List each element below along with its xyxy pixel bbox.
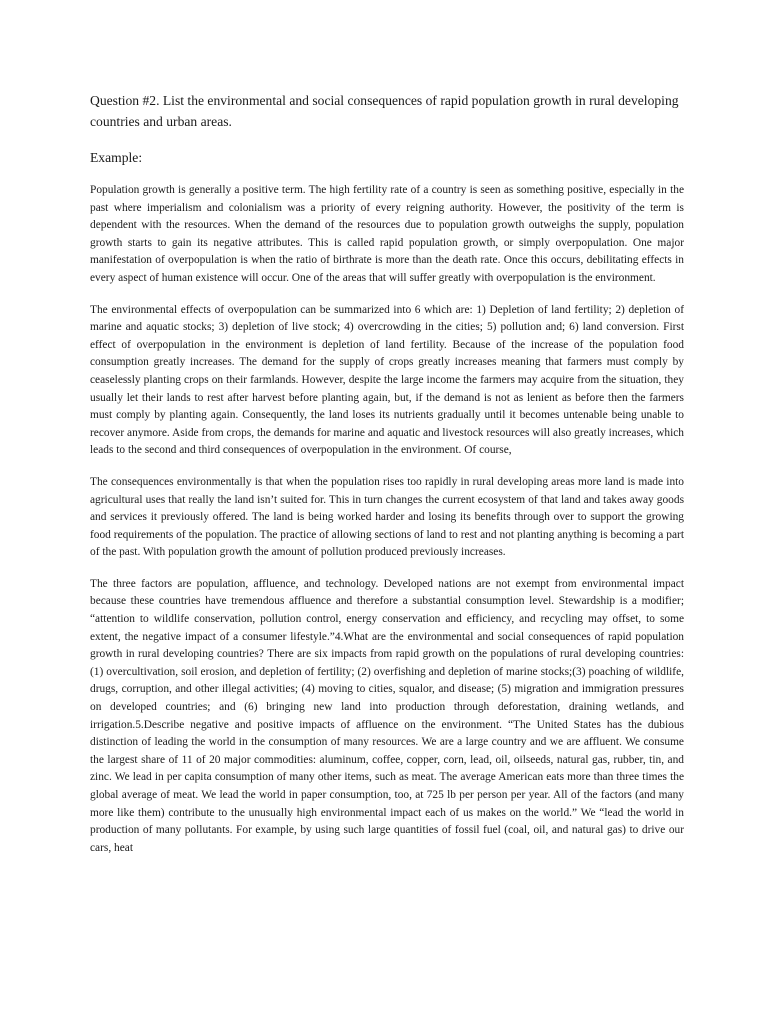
document-page xyxy=(90,90,684,1024)
question-heading: Question #2. List the environmental and social consequences of rapid population growth in rural developing countries and urban areas. xyxy=(90,93,679,129)
paragraph-consequences: The consequences environmentally is that when the population rises too rapidly in rural developing areas more land is made into agricultural uses that really the land isn’t suited for. This in turn changes the current ecosystem of that land and takes away goods and services it previously offered. The land is being worked harder and losing its benefits through over to support the growing food requirements of the population. The practice of allowing sections of land to rest and not planting anything is becoming a part of the past. With population growth the amount of pollution produced previously increases. xyxy=(90,475,684,559)
paragraph-three-factors: The three factors are population, affluence, and technology. Developed nations are not exempt from environmental impact because these countries have tremendous affluence and therefore a substantial consumption level. Stewardship is a modifier; “attention to wildlife conservation, pollution control, energy conservation and efficiency, and recycling may offset, to some extent, the negative impact of a consumer lifestyle.”4.What are the environmental and social consequences of rapid population growth in rural developing countries? There are six impacts from rapid growth on the populations of rural developing countries: (1) overcultivation, soil erosion, and depletion of fertility; (2) overfishing and depletion of marine stocks;(3) poaching of wildlife, drugs, corruption, and other illegal activities; (4) moving to cities, squalor, and disease; (5) migration and immigration pressures on developed countries; and (6) bringing new land into production through deforestation, draining wetlands, and irrigation.5.Describe negative and positive impacts of affluence on the environment. “The United States has the dubious distinction of leading the world in the consumption of many resources. We are a large country and we are affluent. We consume the largest share of 11 of 20 major commodities: aluminum, coffee, copper, corn, lead, oil, oilseeds, natural gas, rubber, tin, and zinc. We lead in per capita consumption of many other items, such as meat. The average American eats more than three times the global average of meat. We lead the world in paper consumption, too, at 725 lb per person per year. All of the factors (and many more like them) contribute to the unusually high environmental impact each of us makes on the world.” We “lead the world in production of many pollutants. For example, by using such large quantities of fossil fuel (coal, oil, and natural gas) to drive our cars, heat xyxy=(90,577,684,854)
paragraph-intro: Population growth is generally a positive term. The high fertility rate of a country is seen as something positive, especially in the past where imperialism and colonialism was a priority of every reigning authority. However, the positivity of the term is dependent with the resources. When the demand of the resources due to population growth outweighs the supply, population growth starts to gain its negative attributes. This is called rapid population growth, or simply overpopulation. One major manifestation of overpopulation is when the ratio of birthrate is more than the death rate. Once this occurs, debilitating effects in every aspect of human existence will occur. One of the areas that will suffer greatly with overpopulation is the environment. xyxy=(90,184,684,284)
example-label: Example: xyxy=(90,150,143,165)
paragraph-environmental-effects: The environmental effects of overpopulation can be summarized into 6 which are: 1) Depletion of land fertility; 2) depletion of marine and aquatic stocks; 3) depletion of live stock; 4) overcrowding in the cities; 5) pollution and; 6) land conversion. First effect of overpopulation in the environment is depletion of land fertility. Because of the increase of the population food consumption greatly increases. The demand for the supply of crops greatly increases meaning that farmers must comply by ceaselessly planting crops on their farmlands. However, despite the large income the farmers may acquire from the situation, they usually let their lands to rest after harvest before planting again, but, if the demand is not as lenient as before then the farmers must comply by planting again. Consequently, the land loses its nutrients gradually until it becomes untenable being unable to recover anymore. Aside from crops, the demands for marine and aquatic and livestock resources will also greatly increases, which leads to the second and third consequences of overpopulation in the environment. Of course, xyxy=(90,303,684,457)
